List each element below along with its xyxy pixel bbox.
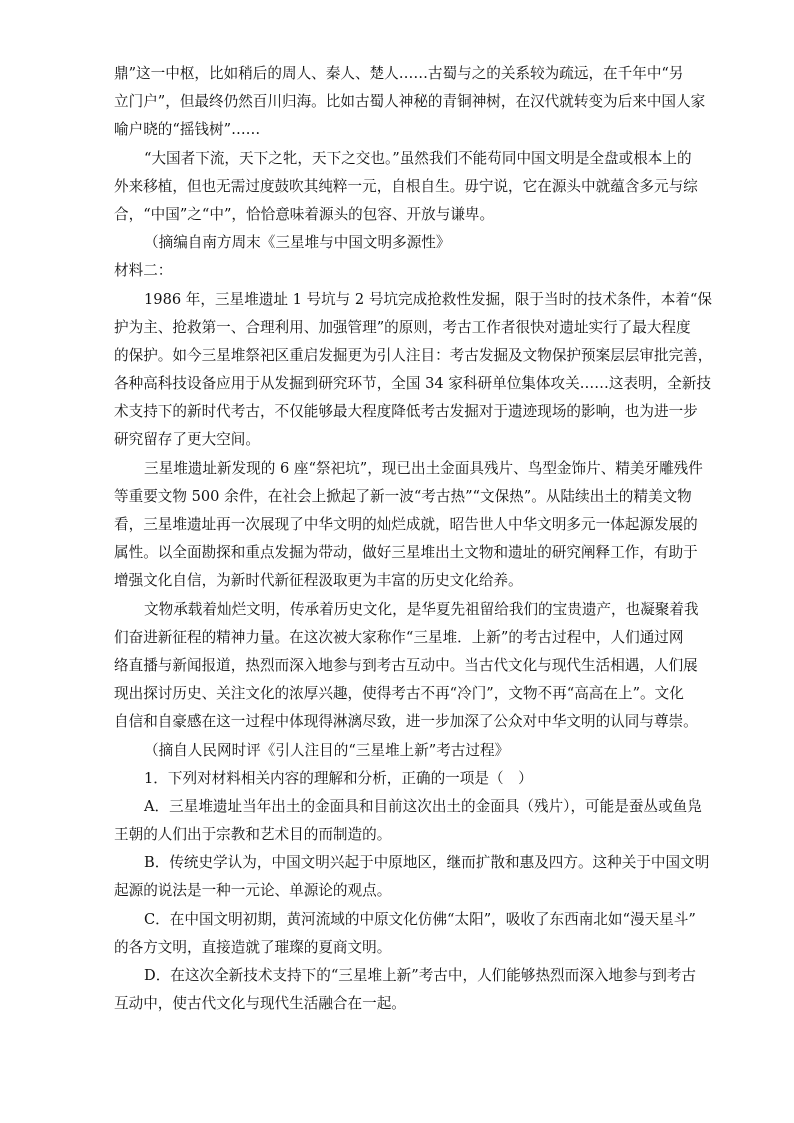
answer-option-c: C．在中国文明初期，黄河流域的中原文化仿佛“太阳”，吸收了东西南北如“漫天星斗” [144, 910, 696, 928]
section-label: 材料二： [114, 262, 173, 280]
text-line: 互动中，使古代文化与现代生活融合在一起。 [114, 995, 406, 1013]
text-line: 现出探讨历史、关注文化的浓厚兴趣，使得考古不再“冷门”，文物不再“高高在上”。文化 [114, 685, 684, 703]
answer-option-a: A．三星堆遗址当年出土的金面具和目前这次出土的金面具（残片），可能是蚕丛或鱼凫 [144, 797, 702, 815]
text-line: 立门户”，但最终仍然百川归海。比如古蜀人神秘的青铜神树，在汉代就转变为后来中国人家 [114, 93, 706, 111]
text-line: 喻户晓的“摇钱树”…… [114, 121, 261, 139]
text-line: 各种高科技设备应用于从发掘到研究环节，全国 34 家科研单位集体攻关……这表明，全新技 [114, 375, 712, 393]
source-citation: （摘编自南方周末《三星堆与中国文明多源性》 [144, 234, 451, 252]
answer-option-d: D．在这次全新技术支持下的“三星堆上新”考古中，人们能够热烈而深入地参与到考古 [144, 967, 697, 984]
text-line: 外来移植，但也无需过度鼓吹其纯粹一元，自根自生。毋宁说，它在源头中就蕴含多元与综 [114, 177, 698, 195]
text-line: 们奋进新征程的精神力量。在这次被大家称作“三星堆．上新”的考古过程中，人们通过网 [114, 628, 684, 646]
source-citation: （摘自人民网时评《引人注目的“三星堆上新”考古过程》 [144, 741, 510, 759]
document-page [114, 60, 713, 1018]
text-line: 增强文化自信，为新时代新征程汲取更为丰富的历史文化给养。 [114, 572, 523, 590]
text-line: 络直播与新闻报道，热烈而深入地参与到考古互动中。当古代文化与现代生活相遇，人们展 [114, 656, 698, 674]
text-line: 的各方文明，直接造就了璀璨的夏商文明。 [114, 938, 392, 956]
text-line: 1986 年，三星堆遗址 1 号坑与 2 号坑完成抢救性发掘，限于当时的技术条件，本着“保 [144, 290, 712, 308]
text-line: 属性。以全面勘探和重点发掘为带动，做好三星堆出土文物和遗址的研究阐释工作，有助于 [114, 544, 698, 562]
text-line: 王朝的人们出于宗教和艺术目的而制造的。 [114, 826, 392, 844]
text-line: 术支持下的新时代考古，不仅能够最大程度降低考古发掘对于遗迹现场的影响，也为进一步 [114, 403, 698, 421]
text-line: 的保护。如今三星堆祭祀区重启发掘更为引人注目：考古发掘及文物保护预案层层审批完善， [114, 346, 713, 364]
text-line: 等重要文物 500 余件，在社会上掀起了新一波“考古热”“文保热”。从陆续出土的精美文物 [114, 487, 692, 505]
text-line: 看，三星堆遗址再一次展现了中华文明的灿烂成就，昭告世人中华文明多元一体起源发展的 [114, 516, 698, 533]
text-line: 护为主、抢救第一、合理利用、加强管理”的原则，考古工作者很快对遗址实行了最大程度 [114, 318, 691, 336]
answer-option-b: B．传统史学认为，中国文明兴起于中原地区，继而扩散和惠及四方。这种关于中国文明 [144, 854, 710, 872]
text-line: 鼎”这一中枢，比如稍后的周人、秦人、楚人……古蜀与之的关系较为疏远，在千年中“另 [114, 65, 684, 82]
text-line: 合，“中国”之“中”，恰恰意味着源头的包容、开放与谦卑。 [114, 205, 495, 223]
question-stem: 1．下列对材料相关内容的理解和分析，正确的一项是（ ） [144, 769, 533, 787]
text-line: 起源的说法是一种一元论、单源论的观点。 [114, 882, 392, 900]
text-line: 文物承载着灿烂文明，传承着历史文化，是华夏先祖留给我们的宝贵遗产，也凝聚着我 [144, 600, 699, 618]
text-line: “大国者下流，天下之牝，天下之交也。”虽然我们不能苟同中国文明是全盘或根本上的 [144, 149, 692, 167]
text-line: 自信和自豪感在这一过程中体现得淋漓尽致，进一步加深了公众对中华文明的认同与尊崇。 [114, 713, 698, 731]
text-line: 三星堆遗址新发现的 6 座“祭祀坑”，现已出土金面具残片、鸟型金饰片、精美牙雕残件 [144, 459, 703, 477]
text-line: 研究留存了更大空间。 [114, 431, 260, 449]
